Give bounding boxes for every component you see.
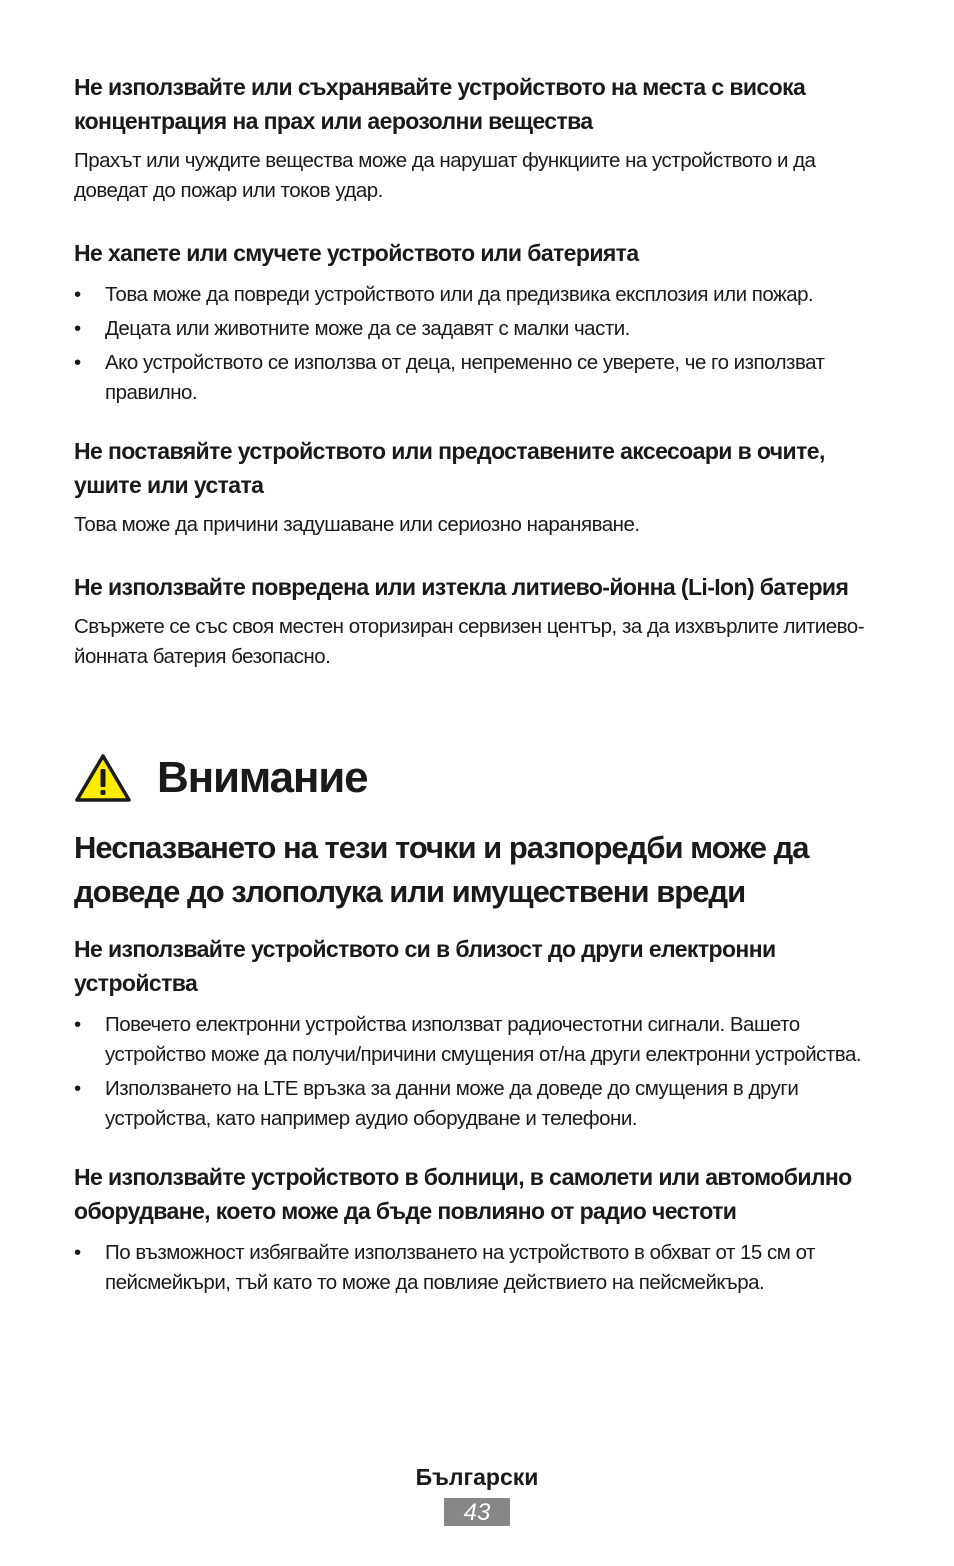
bullet-mark: •: [74, 317, 81, 340]
list-item: • Това може да повреди устройството или да предизвика експлозия или пожар.: [74, 280, 884, 310]
list-item: • Използването на LTE връзка за данни може да доведе до смущения в други устройства, като например аудио оборудване и телефони.: [74, 1074, 884, 1134]
caution-header: [74, 750, 884, 806]
section-heading: Не използвайте или съхранявайте устройството на места с висока концентрация на прах или аерозолни вещества: [74, 74, 806, 134]
bullet-list: [74, 1238, 884, 1298]
section-hospitals: [74, 1160, 884, 1298]
section-heading: Не използвайте устройството в болници, в самолети или автомобилно оборудване, което може да бъде повлияно от радио честоти: [74, 1164, 852, 1224]
list-item: • Ако устройството се използва от деца, непременно се уверете, че го използват правилно.: [74, 348, 884, 408]
section-heading: Не използвайте повредена или изтекла литиево-йонна (Li-Ion) батерия: [74, 574, 849, 600]
bullet-list: [74, 280, 884, 408]
caution-title: Внимание: [157, 753, 368, 802]
list-item: • Децата или животните може да се задавят с малки части.: [74, 314, 884, 344]
bullet-mark: •: [74, 351, 81, 374]
caution-subtitle: Неспазването на тези точки и разпоредби може да доведе до злополука или имуществени вреди: [74, 830, 809, 909]
footer-language: Български: [415, 1464, 539, 1490]
bullet-mark: •: [74, 283, 81, 306]
bullet-mark: •: [74, 1013, 81, 1036]
section-bite: [74, 236, 884, 408]
section-body: Прахът или чуждите вещества може да нарушат функциите на устройството и да доведат до пожар или токов удар.: [74, 149, 816, 202]
section-heading: Не използвайте устройството си в близост до други електронни устройства: [74, 936, 776, 996]
section-li-ion: [74, 570, 884, 672]
section-heading: Не хапете или смучете устройството или батерията: [74, 240, 639, 266]
section-eyes-ears: [74, 434, 884, 540]
bullet-mark: •: [74, 1241, 81, 1264]
page-number: 43: [444, 1498, 510, 1526]
page-content: [74, 70, 884, 1302]
warning-triangle-icon: [74, 753, 132, 803]
section-electronics: [74, 932, 884, 1134]
section-body: Свържете се със своя местен оторизиран сервизен център, за да изхвърлите литиево-йонната батерия безопасно.: [74, 615, 865, 668]
section-dust: [74, 70, 884, 206]
page-footer: [0, 1462, 954, 1526]
bullet-list: [74, 1010, 884, 1134]
section-body: Това може да причини задушаване или сериозно нараняване.: [74, 513, 640, 536]
list-item: • Повечето електронни устройства използват радиочестотни сигнали. Вашето устройство може да получи/причини смущения от/на други електронни устройства.: [74, 1010, 884, 1070]
list-item: • По възможност избягвайте използването на устройството в обхват от 15 см от пейсмейкъри, тъй като то може да повлияе действието на пейсмейкъра.: [74, 1238, 884, 1298]
section-heading: Не поставяйте устройството или предоставените аксесоари в очите, ушите или устата: [74, 438, 825, 498]
bullet-mark: •: [74, 1077, 81, 1100]
